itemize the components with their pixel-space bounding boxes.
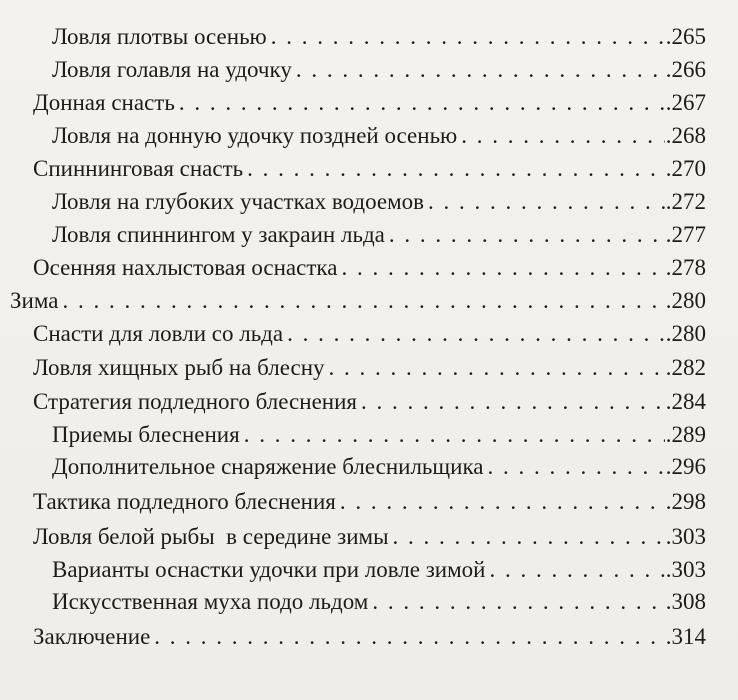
- toc-entry-title: Ловля на донную удочку поздней осенью: [52, 123, 458, 148]
- toc-entry-page: .298: [665, 489, 706, 514]
- toc-entry-page: .272: [665, 189, 706, 214]
- toc-entry-page: .314: [665, 624, 706, 649]
- toc-entry-title: Ловля хищных рыб на блесну: [33, 355, 325, 380]
- toc-entry: [33, 621, 706, 653]
- toc-entry: [52, 586, 706, 618]
- dot-leader: [461, 120, 665, 152]
- toc-entry-page: .282: [665, 355, 706, 380]
- toc-section-title: Зима: [10, 288, 59, 313]
- toc-entry-page: .289: [665, 422, 706, 447]
- toc-entry-title: Заключение: [33, 624, 151, 649]
- dot-leader: [372, 586, 664, 618]
- toc-entry: [33, 318, 706, 350]
- dot-leader: [247, 153, 665, 185]
- toc-entry-title: Ловля белой рыбы в середине зимы: [33, 524, 389, 549]
- toc-entry: [52, 21, 706, 53]
- dot-leader: [62, 285, 664, 317]
- toc-entry: [33, 352, 706, 384]
- toc-entry-page: .270: [665, 156, 706, 181]
- toc-entry: [52, 219, 706, 251]
- toc-entry-title: Стратегия подледного блеснения: [33, 389, 357, 414]
- dot-leader: [271, 21, 665, 53]
- toc-entry-page: .268: [665, 123, 706, 148]
- toc-entry-page: .284: [665, 389, 706, 414]
- toc-entry-title: Варианты оснастки удочки при ловле зимой: [52, 557, 486, 582]
- dot-leader: [296, 54, 665, 86]
- toc-entry-title: Спиннинговая снасть: [33, 156, 244, 181]
- toc-entry: [52, 554, 706, 586]
- dot-leader: [428, 186, 665, 218]
- toc-entry-page: .280: [665, 288, 706, 313]
- toc-entry: [52, 186, 706, 218]
- toc-entry-title: Ловля на глубоких участках водоемов: [52, 189, 424, 214]
- toc-entry-title: Ловля спиннингом у закраин льда: [52, 222, 385, 247]
- toc-entry: [33, 252, 706, 284]
- dot-leader: [393, 521, 665, 553]
- toc-entry-title: Осенняя нахлыстовая оснастка: [33, 255, 338, 280]
- toc-entry: [33, 153, 706, 185]
- toc-entry-page: .267: [665, 90, 706, 115]
- dot-leader: [179, 87, 665, 119]
- toc-entry: [52, 451, 706, 483]
- toc-entry-page: .280: [665, 321, 706, 346]
- dot-leader: [361, 386, 665, 418]
- toc-entry-page: .277: [665, 222, 706, 247]
- toc-entry-page: .308: [665, 589, 706, 614]
- toc-entry: [52, 54, 706, 86]
- toc-entry-page: .278: [665, 255, 706, 280]
- dot-leader: [341, 252, 664, 284]
- dot-leader: [244, 419, 665, 451]
- toc-entry-page: .265: [665, 24, 706, 49]
- dot-leader: [329, 352, 665, 384]
- toc-entry: [33, 386, 706, 418]
- toc-entry: [33, 87, 706, 119]
- dot-leader: [389, 219, 665, 251]
- toc-entry-title: Снасти для ловли со льда: [33, 321, 284, 346]
- toc-entry: [33, 486, 706, 518]
- toc-entry-title: Дополнительное снаряжение блеснильщика: [52, 454, 484, 479]
- dot-leader: [340, 486, 665, 518]
- toc-entry: [33, 521, 706, 553]
- toc-entry-title: Искусственная муха подо льдом: [52, 589, 369, 614]
- dot-leader: [154, 621, 664, 653]
- dot-leader: [487, 451, 664, 483]
- toc-entry-title: Ловля плотвы осенью: [52, 24, 267, 49]
- toc-entry-page: .303: [665, 524, 706, 549]
- toc-entry: [52, 419, 706, 451]
- dot-leader: [489, 554, 664, 586]
- toc-entry-title: Приемы блеснения: [52, 422, 240, 447]
- toc-entry-title: Донная снасть: [33, 90, 175, 115]
- toc-entry-title: Тактика подледного блеснения: [33, 489, 336, 514]
- toc-entry-page: .296: [665, 454, 706, 479]
- toc-entry-page: .303: [665, 557, 706, 582]
- toc-section-entry: [10, 285, 706, 317]
- dot-leader: [287, 318, 665, 350]
- toc-entry-title: Ловля голавля на удочку: [52, 57, 292, 82]
- toc-entry-page: .266: [665, 57, 706, 82]
- toc-entry: [52, 120, 706, 152]
